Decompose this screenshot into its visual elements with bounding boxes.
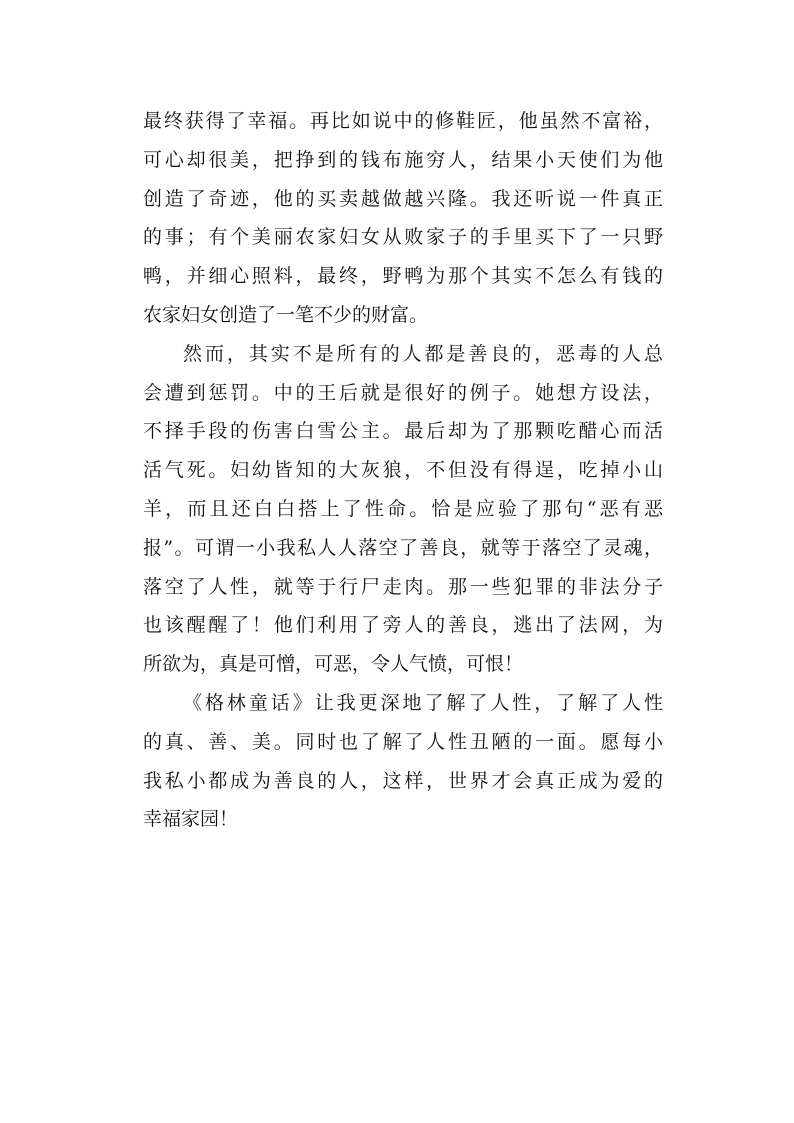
text-line: 活气死。妇幼皆知的大灰狼，不但没有得逞，吃掉小山 [143, 459, 663, 482]
text-line: 不择手段的伤害白雪公主。最后却为了那颗吃醋心而活 [143, 420, 663, 443]
body-text [143, 102, 663, 839]
text-line: 羊，而且还白白搭上了性命。恰是应验了那句“恶有恶 [143, 497, 663, 520]
text-line: 也该醒醒了！他们利用了旁人的善良，逃出了法网，为 [143, 614, 663, 637]
text-line: 最终获得了幸福。再比如说中的修鞋匠，他虽然不富裕， [143, 110, 663, 132]
text-line: 幸福家园！ [143, 808, 239, 831]
text-line: 落空了人性，就等于行尸走肉。那一些犯罪的非法分子 [143, 575, 663, 598]
text-line: 创造了奇迹，他的买卖越做越兴隆。我还听说一件真正 [143, 187, 663, 210]
text-line: 所欲为，真是可憎，可恶，令人气愤，可恨！ [143, 653, 524, 676]
text-line: 鸭，并细心照料，最终，野鸭为那个其实不怎么有钱的 [143, 265, 663, 288]
text-line: 的真、善、美。同时也了解了人性丑陋的一面。愿每小 [143, 730, 663, 753]
text-line: 可心却很美，把挣到的钱布施穷人，结果小天使们为他 [143, 148, 663, 171]
text-line: 的事；有个美丽农家妇女从败家子的手里买下了一只野 [143, 226, 663, 249]
text-line: 然而，其实不是所有的人都是善良的，恶毒的人总 [183, 342, 663, 365]
text-line: 农家妇女创造了一笔不少的财富。 [143, 303, 429, 326]
text-line: 报”。可谓一小我私人人落空了善良，就等于落空了灵魂， [143, 536, 663, 559]
text-line: 会遭到惩罚。中的王后就是很好的例子。她想方设法， [143, 381, 663, 404]
text-line: 我私小都成为善良的人，这样，世界才会真正成为爱的 [143, 769, 663, 792]
text-line: 《格林童话》让我更深地了解了人性，了解了人性 [183, 691, 663, 714]
